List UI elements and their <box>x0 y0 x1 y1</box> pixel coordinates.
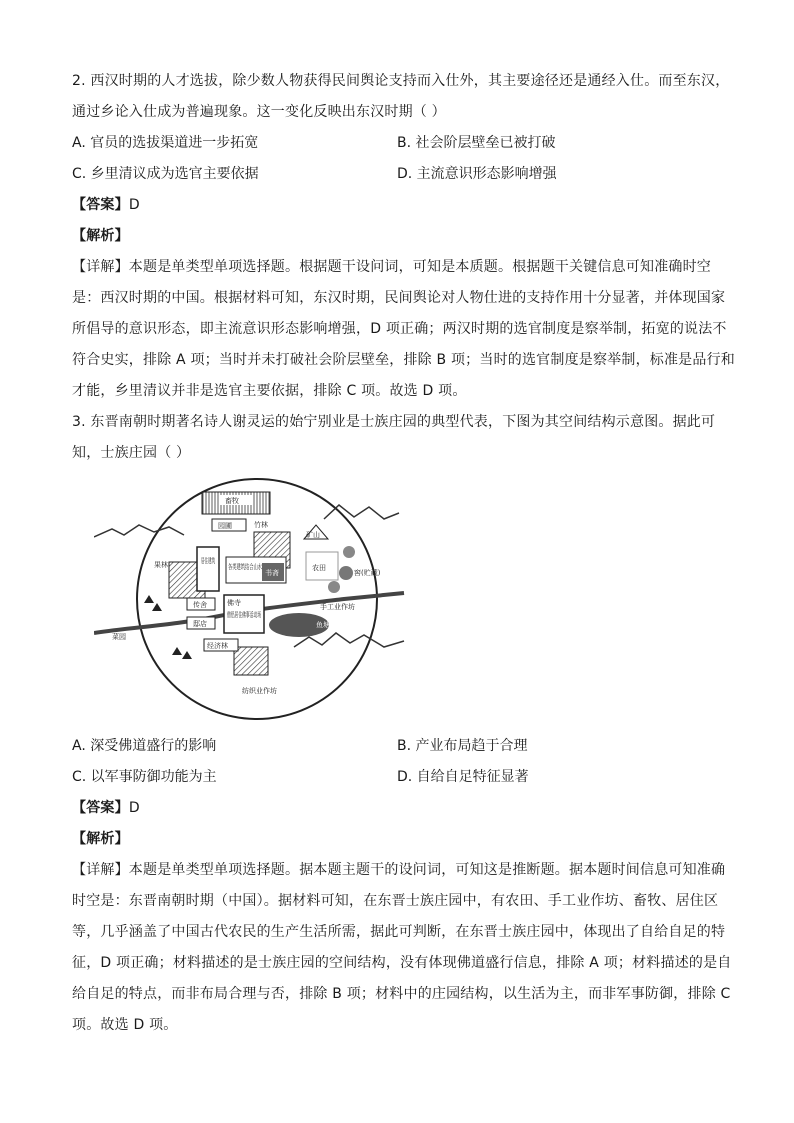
tent-icon <box>182 651 192 659</box>
dorm-label: 邸店 <box>193 620 207 628</box>
q2-detail-line: 所倡导的意识形态，即主流意识形态影响增强，D 项正确；两汉时期的选官制度是察举制，拓宽的说法不 <box>72 321 727 337</box>
tent-icon <box>144 595 154 603</box>
forest-label: 果林 <box>154 561 168 569</box>
q2-options-row1 <box>72 128 732 159</box>
hatched-block-bottom <box>234 647 268 675</box>
q2-stem-line1: 2. 西汉时期的人才选拔，除少数人物获得民间舆论支持而入仕外，其主要途径还是通经入仕。而至东汉， <box>72 73 730 89</box>
q2-analysis-label: 【解析】 <box>72 228 129 244</box>
monks-label: 僧侣居住佛事活动场 <box>227 611 290 619</box>
q2-option-d: D. 主流意识形态影响增强 <box>397 166 557 182</box>
q2-option-c: C. 乡里清议成为选官主要依据 <box>72 166 259 182</box>
q2-option-b: B. 社会阶层壁垒已被打破 <box>397 135 556 151</box>
q3-answer <box>72 793 732 824</box>
q3-options-row1 <box>72 731 732 762</box>
q3-detail-line: 等，几乎涵盖了中国古代农民的生产生活所需，据此可判断，在东晋士族庄园中，体现出了自给自足的特 <box>72 924 726 940</box>
garden-label: 各类建筑结合山水 <box>228 563 284 571</box>
q3-detail-line: 给自足的特点，而非布局合理与否，排除 B 项；材料中的庄园结构，以生活为主，而非军事防御，排除 C <box>72 986 731 1002</box>
q2-detail-line: 是：西汉时期的中国。根据材料可知，东汉时期，民间舆论对人物仕进的支持作用十分显著，并体现国家 <box>72 290 726 306</box>
mine-label: 矿山 <box>306 531 320 539</box>
q3-stem-line2: 知，士族庄园（ ） <box>72 445 191 461</box>
field-label: 农田 <box>312 564 326 572</box>
school-label: 传舍 <box>193 601 207 609</box>
tree-icon <box>343 546 355 558</box>
q3-detail-line: 项。故选 D 项。 <box>72 1017 178 1033</box>
tent-icon <box>152 603 162 611</box>
tent-icon <box>172 647 182 655</box>
q2-answer <box>72 190 732 221</box>
q2-stem-line2: 通过乡论入仕成为普遍现象。这一变化反映出东汉时期（ ） <box>72 104 446 120</box>
q3-detail-line: 时空是：东晋南朝时期（中国）。据材料可知，在东晋士族庄园中，有农田、手工业作坊、畜牧、居住区 <box>72 893 719 909</box>
orchard-label: 园圃 <box>218 522 232 530</box>
study-label: 书斋 <box>265 569 279 577</box>
q3-detail-line: 【详解】本题是单类型单项选择题。据本题主题干的设问词，可知这是推断题。据本题时间信息可知准确 <box>72 862 726 878</box>
q2-answer-label: 【答案】 <box>72 197 129 213</box>
q3-option-b: B. 产业布局趋于合理 <box>397 738 528 754</box>
weaving-label: 纺织业作坊 <box>242 687 277 695</box>
vegetable-label: 菜园 <box>112 633 126 641</box>
q3-answer-label: 【答案】 <box>72 800 129 816</box>
mountain-range-left <box>94 525 184 537</box>
fishpond-label: 鱼塘 <box>316 621 330 629</box>
handicraft-label: 手工业作坊 <box>320 603 355 611</box>
q2-answer-value: D <box>128 197 140 213</box>
bamboo-label: 竹林 <box>254 521 268 529</box>
q2-detail-line: 才能，乡里清议并非是选官主要依据，排除 C 项。故选 D 项。 <box>72 383 467 399</box>
tree-icon <box>328 581 340 593</box>
animal-husbandry-label: 畜牧 <box>225 497 239 505</box>
q2-options-row2 <box>72 159 732 190</box>
q3-analysis-label: 【解析】 <box>72 831 129 847</box>
cellar-icon <box>339 566 353 580</box>
q3-option-a: A. 深受佛道盛行的影响 <box>72 738 217 754</box>
temple-label: 佛寺 <box>227 599 241 607</box>
residence-building <box>197 547 219 591</box>
manor-diagram-svg <box>94 477 414 727</box>
q2-detail-line: 【详解】本题是单类型单项选择题。根据题干设问词，可知是本质题。根据题干关键信息可知准确时空 <box>72 259 711 275</box>
q3-option-d: D. 自给自足特征显著 <box>397 769 529 785</box>
econ-forest-label: 经济林 <box>207 642 228 650</box>
q3-detail-line: 征，D 项正确；材料描述的是士族庄园的空间结构，没有体现佛道盛行信息，排除 A 项；材料描述的是自 <box>72 955 732 971</box>
residence-label <box>201 556 215 565</box>
q2-option-a: A. 官员的选拔渠道进一步拓宽 <box>72 135 259 151</box>
q3-option-c: C. 以军事防御功能为主 <box>72 769 217 785</box>
cellar-label: 窖(贮藏) <box>354 569 381 577</box>
manor-diagram <box>94 477 414 727</box>
q2-detail-line: 符合史实，排除 A 项；当时并未打破社会阶层壁垒，排除 B 项；当时的选官制度是察举制，标准是品行和 <box>72 352 735 368</box>
exam-page <box>72 66 735 1041</box>
q3-answer-value: D <box>128 800 140 816</box>
q3-options-row2 <box>72 762 732 793</box>
q3-stem-line1: 3. 东晋南朝时期著名诗人谢灵运的始宁别业是士族庄园的典型代表，下图为其空间结构示意图。据此可 <box>72 414 716 430</box>
